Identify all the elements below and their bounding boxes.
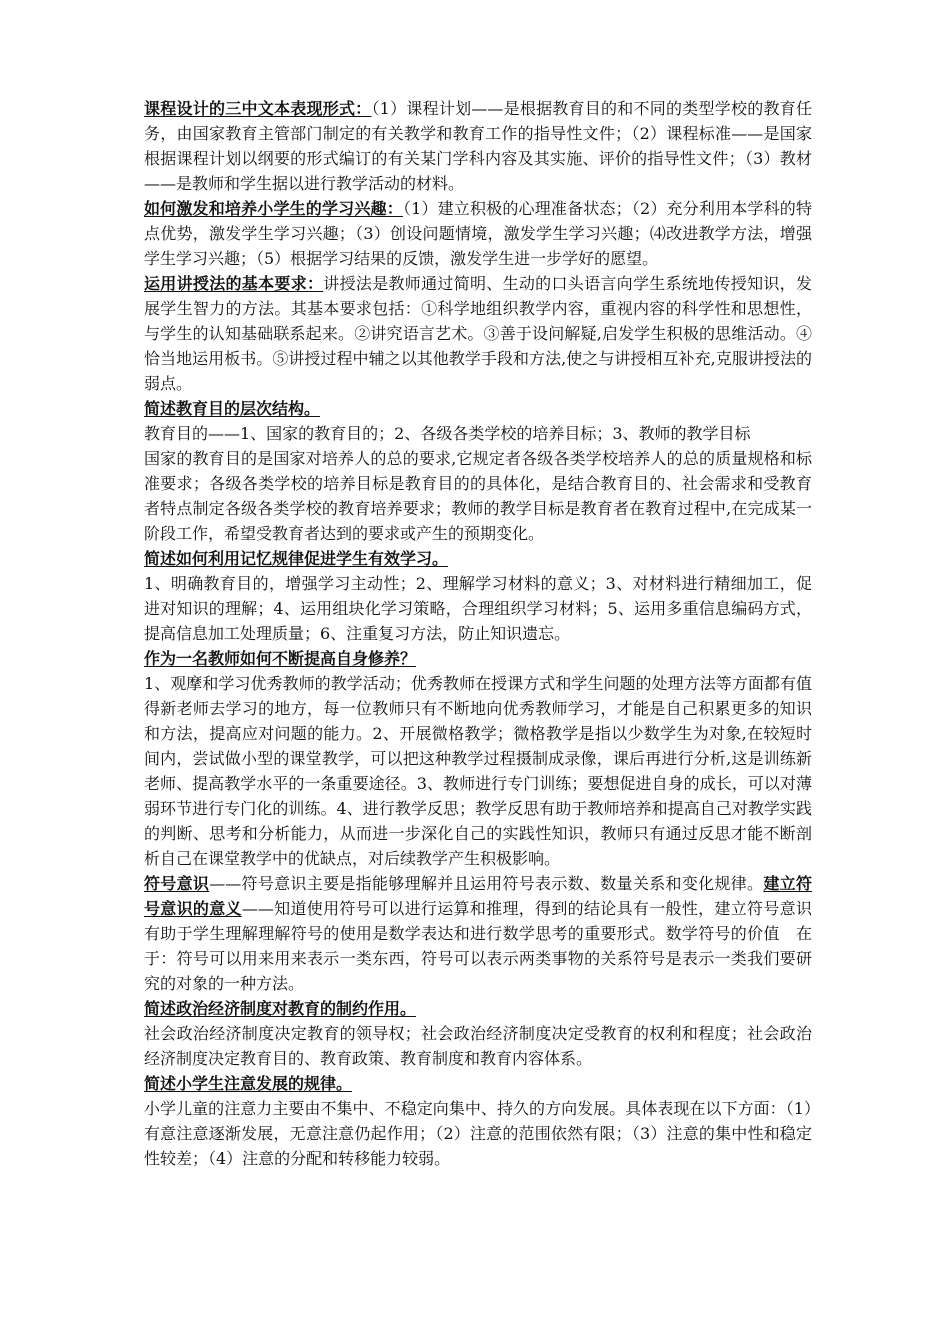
section-political-economy xyxy=(144,996,812,1021)
section-body: （1）课程计划——是根据教育目的和不同的类型学校的教育任务，由国家教育主管部门制定的有关教学和教育工作的指导性文件；（2）课程标准——是国家根据课程计划以纲要的形式编订的有关某门学科内容及其实施、评价的指导性文件；（3）教材——是教师和学生据以进行教学活动的材料。 xyxy=(144,99,812,193)
section-heading: 简述教育目的层次结构。 xyxy=(144,399,321,418)
section-heading: 课程设计的三中文本表现形式： xyxy=(144,99,372,118)
section-heading-secondary: 建立符号意识的意义 xyxy=(144,874,812,918)
section-heading: 如何激发和培养小学生的学习兴趣： xyxy=(144,199,403,218)
section-body: 社会政治经济制度决定教育的领导权；社会政治经济制度决定受教育的权利和程度；社会政治经济制度决定教育目的、教育政策、教育制度和教育内容体系。 xyxy=(144,1024,812,1068)
section-heading: 作为一名教师如何不断提高自身修养？ xyxy=(144,649,417,668)
section-learning-interest xyxy=(144,196,812,271)
section-symbol-sense xyxy=(144,871,812,996)
document-page xyxy=(144,96,812,1171)
section-heading: 运用讲授法的基本要求： xyxy=(144,274,324,293)
section-education-goal-structure xyxy=(144,396,812,421)
section-curriculum-forms xyxy=(144,96,812,196)
section-body: ——符号意识主要是指能够理解并且运用符号表示数、数量关系和变化规律。 xyxy=(209,874,764,893)
section-body: 讲授法是教师通过简明、生动的口头语言向学生系统地传授知识，发展学生智力的方法。其基本要求包括：①科学地组织教学内容，重视内容的科学性和思想性，与学生的认知基础联系起来。②讲究语言艺术。③善于设问解疑,启发学生积极的思维活动。④恰当地运用板书。⑤讲授过程中辅之以其他教学手段和方法,使之与讲授相互补充,克服讲授法的弱点。 xyxy=(144,274,812,393)
section-body: 1、明确教育目的，增强学习主动性；2、理解学习材料的意义；3、对材料进行精细加工，促进对知识的理解；4、运用组块化学习策略，合理组织学习材料；5、运用多重信息编码方式，提高信息加工处理质量；6、注重复习方法，防止知识遗忘。 xyxy=(144,574,812,643)
section-memory-rules xyxy=(144,546,812,571)
section-body-line: 教育目的——1、国家的教育目的；2、各级各类学校的培养目标；3、教师的教学目标 xyxy=(144,424,751,443)
section-attention-development xyxy=(144,1071,812,1096)
section-heading: 简述政治经济制度对教育的制约作用。 xyxy=(144,999,417,1018)
section-lecture-method xyxy=(144,271,812,396)
section-body: （1）建立积极的心理准备状态；（2）充分利用本学科的特点优势，激发学生学习兴趣；（3）创设问题情境，激发学生学习兴趣；⑷改进教学方法，增强学生学习兴趣；（5）根据学习结果的反馈，激发学生进一步学好的愿望。 xyxy=(144,199,812,268)
section-teacher-cultivation xyxy=(144,646,812,671)
section-heading: 简述如何利用记忆规律促进学生有效学习。 xyxy=(144,549,449,568)
section-heading: 符号意识 xyxy=(144,874,210,893)
section-body: 1、观摩和学习优秀教师的教学活动；优秀教师在授课方式和学生问题的处理方法等方面都有值得新老师去学习的地方，每一位教师只有不断地向优秀教师学习，才能是自己积累更多的知识和方法，提高应对问题的能力。2、开展微格教学；微格教学是指以少数学生为对象,在较短时间内，尝试做小型的课堂教学，可以把这种教学过程摄制成录像，课后再进行分析,这是训练新老师、提高教学水平的一条重要途径。3、教师进行专门训练；要想促进自身的成长，可以对薄弱环节进行专门化的训练。4、进行教学反思；教学反思有助于教师培养和提高自己对教学实践的判断、思考和分析能力，从而进一步深化自己的实践性知识，教师只有通过反思才能不断剖析自己在课堂教学中的优缺点，对后续教学产生积极影响。 xyxy=(144,674,812,868)
section-body: 国家的教育目的是国家对培养人的总的要求,它规定者各级各类学校培养人的总的质量规格和标准要求；各级各类学校的培养目标是教育目的的具体化，是结合教育目的、社会需求和受教育者特点制定各级各类学校的教育培养要求；教师的教学目标是教育者在教育过程中,在完成某一阶段工作，希望受教育者达到的要求或产生的预期变化。 xyxy=(144,449,812,543)
section-heading: 简述小学生注意发展的规律。 xyxy=(144,1074,353,1093)
section-body: 小学儿童的注意力主要由不集中、不稳定向集中、持久的方向发展。具体表现在以下方面：（1）有意注意逐渐发展，无意注意仍起作用；（2）注意的范围依然有限；（3）注意的集中性和稳定性较差；（4）注意的分配和转移能力较弱。 xyxy=(144,1099,812,1168)
section-body-secondary: ——知道使用符号可以进行运算和推理，得到的结论具有一般性，建立符号意识有助于学生理解理解符号的使用是数学表达和进行数学思考的重要形式。数学符号的价值 在于：符号可以用来用来表示一类东西，符号可以表示两类事物的关系符号是表示一类我们要研究的对象的一种方法。 xyxy=(144,899,812,993)
